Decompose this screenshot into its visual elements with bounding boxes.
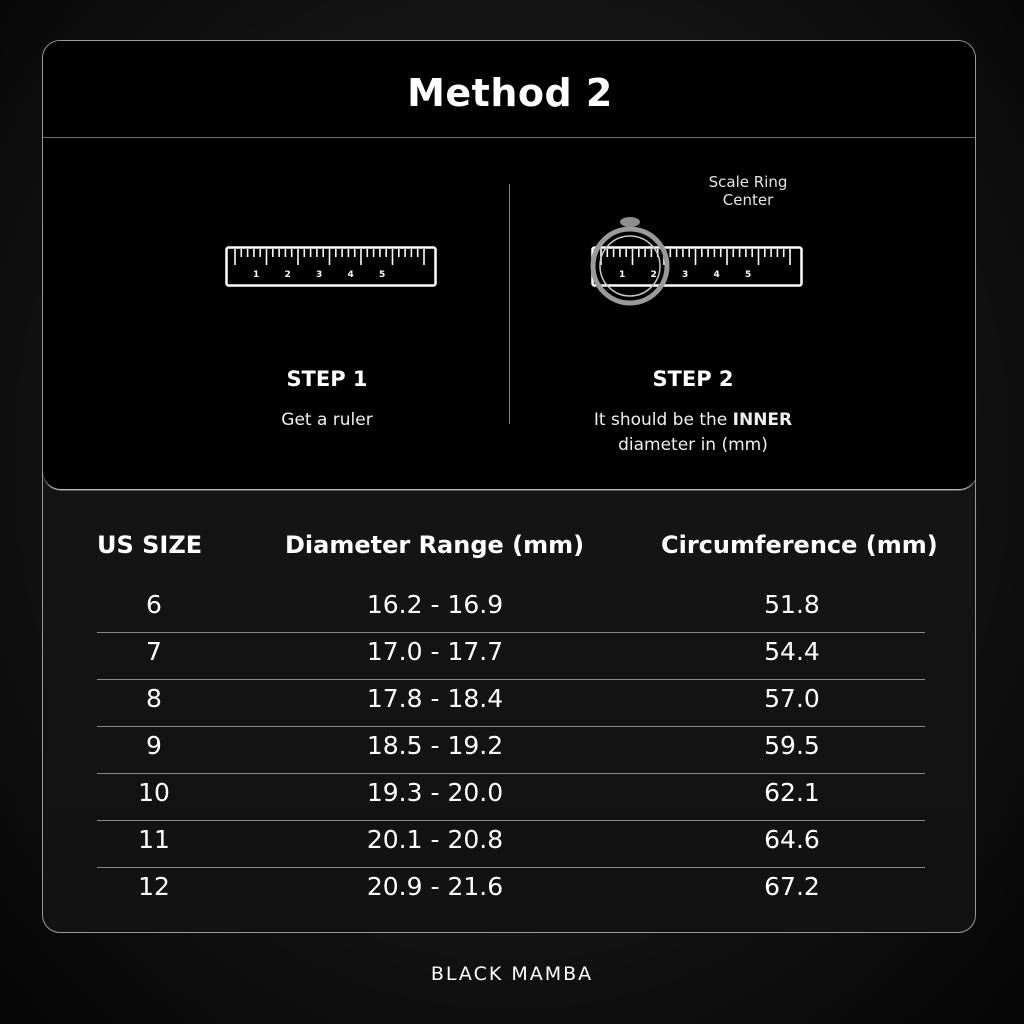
table-row xyxy=(97,727,925,774)
brand-logo: BLACK MAMBA xyxy=(430,963,594,985)
cell-circumference: 57.0 xyxy=(764,684,820,713)
cell-us-size: 10 xyxy=(138,778,170,807)
cell-us-size: 7 xyxy=(146,637,162,666)
cell-circumference: 59.5 xyxy=(764,731,820,760)
step2-desc-bold: INNER xyxy=(732,410,793,430)
size-guide-card xyxy=(42,40,976,933)
title-divider xyxy=(43,137,976,138)
table-row xyxy=(97,774,925,821)
ruler-number: 5 xyxy=(379,270,386,280)
ruler-with-ring-icon xyxy=(588,213,810,309)
cell-diameter-range: 20.9 - 21.6 xyxy=(366,872,504,901)
cell-diameter-range: 18.5 - 19.2 xyxy=(366,731,504,760)
ruler-number: 1 xyxy=(253,270,260,280)
table-row xyxy=(97,680,925,727)
ruler-number: 2 xyxy=(650,270,657,280)
cell-us-size: 11 xyxy=(138,825,170,854)
cell-circumference: 51.8 xyxy=(764,590,820,619)
page-title: Method 2 xyxy=(407,71,613,115)
step1-description: Get a ruler xyxy=(281,410,373,430)
cell-us-size: 9 xyxy=(146,731,162,760)
method-panel xyxy=(43,41,976,490)
cell-us-size: 8 xyxy=(146,684,162,713)
table-row xyxy=(97,821,925,868)
scale-label-line2: Center xyxy=(722,191,774,209)
header-diameter-range: Diameter Range (mm) xyxy=(285,531,585,559)
ruler-number: 4 xyxy=(347,270,354,280)
cell-diameter-range: 17.0 - 17.7 xyxy=(366,637,504,666)
step-divider xyxy=(509,184,510,424)
table-row xyxy=(97,586,925,633)
cell-us-size: 6 xyxy=(146,590,162,619)
step2-title: STEP 2 xyxy=(652,367,734,391)
cell-diameter-range: 19.3 - 20.0 xyxy=(366,778,504,807)
step2-desc-suffix: diameter in (mm) xyxy=(618,435,768,455)
table-row xyxy=(97,633,925,680)
step2-description xyxy=(543,408,843,458)
scale-ring-center-label xyxy=(683,173,813,209)
cell-diameter-range: 20.1 - 20.8 xyxy=(366,825,504,854)
ruler-number: 1 xyxy=(619,270,626,280)
ruler-number: 3 xyxy=(316,270,323,280)
cell-circumference: 54.4 xyxy=(764,637,820,666)
scale-label-line1: Scale Ring xyxy=(708,173,788,191)
cell-circumference: 67.2 xyxy=(764,872,820,901)
ruler-icon xyxy=(225,246,437,288)
header-circumference: Circumference (mm) xyxy=(661,531,938,559)
ring-icon xyxy=(593,217,667,303)
ruler-number: 3 xyxy=(682,270,689,280)
cell-circumference: 62.1 xyxy=(764,778,820,807)
cell-diameter-range: 16.2 - 16.9 xyxy=(366,590,504,619)
cell-circumference: 64.6 xyxy=(764,825,820,854)
table-row xyxy=(97,868,925,915)
step2-desc-prefix: It should be the xyxy=(593,410,733,430)
ruler-number: 4 xyxy=(713,270,720,280)
cell-us-size: 12 xyxy=(138,872,170,901)
ruler-number: 2 xyxy=(284,270,291,280)
step1-title: STEP 1 xyxy=(286,367,368,391)
header-us-size: US SIZE xyxy=(97,531,203,559)
cell-diameter-range: 17.8 - 18.4 xyxy=(366,684,504,713)
ruler-number: 5 xyxy=(745,270,752,280)
